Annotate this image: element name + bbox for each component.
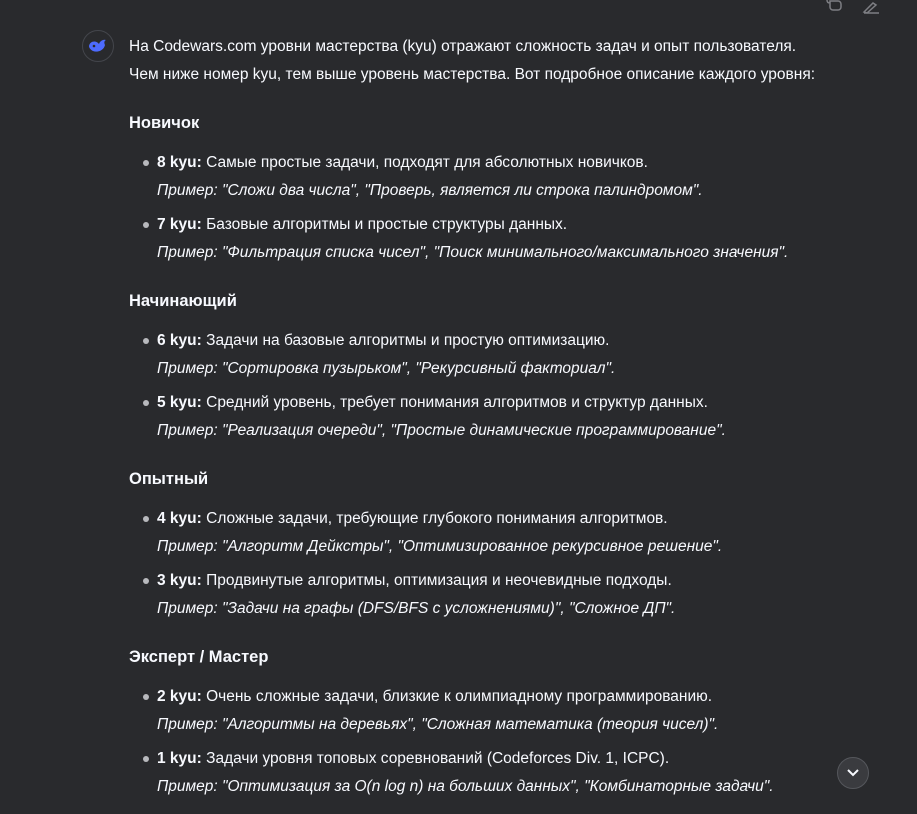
level-example: Пример: "Реализация очереди", "Простые динамические программирование".: [157, 422, 726, 439]
intro-paragraph: На Codewars.com уровни мастерства (kyu) отражают сложность задач и опыт пользователя. Чем ниже номер kyu, тем выше уровень мастерства. Вот подробное описание каждого уровня:: [129, 38, 816, 83]
level-example: Пример: "Оптимизация за O(n log n) на больших данных", "Комбинаторные задачи".: [157, 778, 774, 795]
section-heading: Новичок: [129, 114, 200, 132]
level-description: Очень сложные задачи, близкие к олимпиадному программированию.: [201, 688, 713, 705]
list-item: [129, 567, 829, 623]
level-description: Продвинутые алгоритмы, оптимизация и неочевидные подходы.: [201, 572, 672, 589]
list-item: [129, 149, 829, 205]
level-description: Самые простые задачи, подходят для абсолютных новичков.: [201, 154, 648, 171]
kyu-level: 8 kyu:: [157, 154, 202, 171]
section-heading: Начинающий: [129, 292, 237, 310]
level-example: Пример: "Задачи на графы (DFS/BFS с усложнениями)", "Сложное ДП".: [157, 600, 676, 617]
kyu-level: 2 kyu:: [157, 688, 202, 705]
assistant-message: [129, 33, 829, 814]
level-description: Задачи на базовые алгоритмы и простую оптимизацию.: [201, 332, 610, 349]
list-item: [129, 389, 829, 445]
kyu-level: 4 kyu:: [157, 510, 202, 527]
level-description: Базовые алгоритмы и простые структуры данных.: [201, 216, 568, 233]
kyu-level: 6 kyu:: [157, 332, 202, 349]
chevron-down-icon: [846, 768, 860, 778]
level-list: [129, 327, 829, 445]
scroll-down-button[interactable]: [837, 757, 869, 789]
kyu-level: 7 kyu:: [157, 216, 202, 233]
level-example: Пример: "Сортировка пузырьком", "Рекурсивный факториал".: [157, 360, 616, 377]
level-list: [129, 505, 829, 623]
assistant-avatar: [82, 30, 114, 62]
kyu-level: 1 kyu:: [157, 750, 202, 767]
edit-icon[interactable]: [861, 0, 881, 14]
message-actions: [823, 0, 881, 14]
section-heading: Опытный: [129, 470, 209, 488]
level-list: [129, 683, 829, 801]
level-description: Задачи уровня топовых соревнований (Codeforces Div. 1, ICPC).: [201, 750, 670, 767]
whale-logo-icon: [88, 38, 108, 54]
level-description: Сложные задачи, требующие глубокого понимания алгоритмов.: [201, 510, 668, 527]
level-example: Пример: "Сложи два числа", "Проверь, является ли строка палиндромом".: [157, 182, 703, 199]
list-item: [129, 327, 829, 383]
copy-icon[interactable]: [823, 0, 843, 14]
kyu-level: 3 kyu:: [157, 572, 202, 589]
level-example: Пример: "Алгоритмы на деревьях", "Сложная математика (теория чисел)".: [157, 716, 719, 733]
section-heading: Эксперт / Мастер: [129, 648, 269, 666]
list-item: [129, 683, 829, 739]
level-example: Пример: "Фильтрация списка чисел", "Поиск минимального/максимального значения".: [157, 244, 789, 261]
level-description: Средний уровень, требует понимания алгоритмов и структур данных.: [201, 394, 708, 411]
list-item: [129, 211, 829, 267]
kyu-level: 5 kyu:: [157, 394, 202, 411]
level-example: Пример: "Алгоритм Дейкстры", "Оптимизированное рекурсивное решение".: [157, 538, 723, 555]
list-item: [129, 745, 829, 801]
level-list: [129, 149, 829, 267]
list-item: [129, 505, 829, 561]
